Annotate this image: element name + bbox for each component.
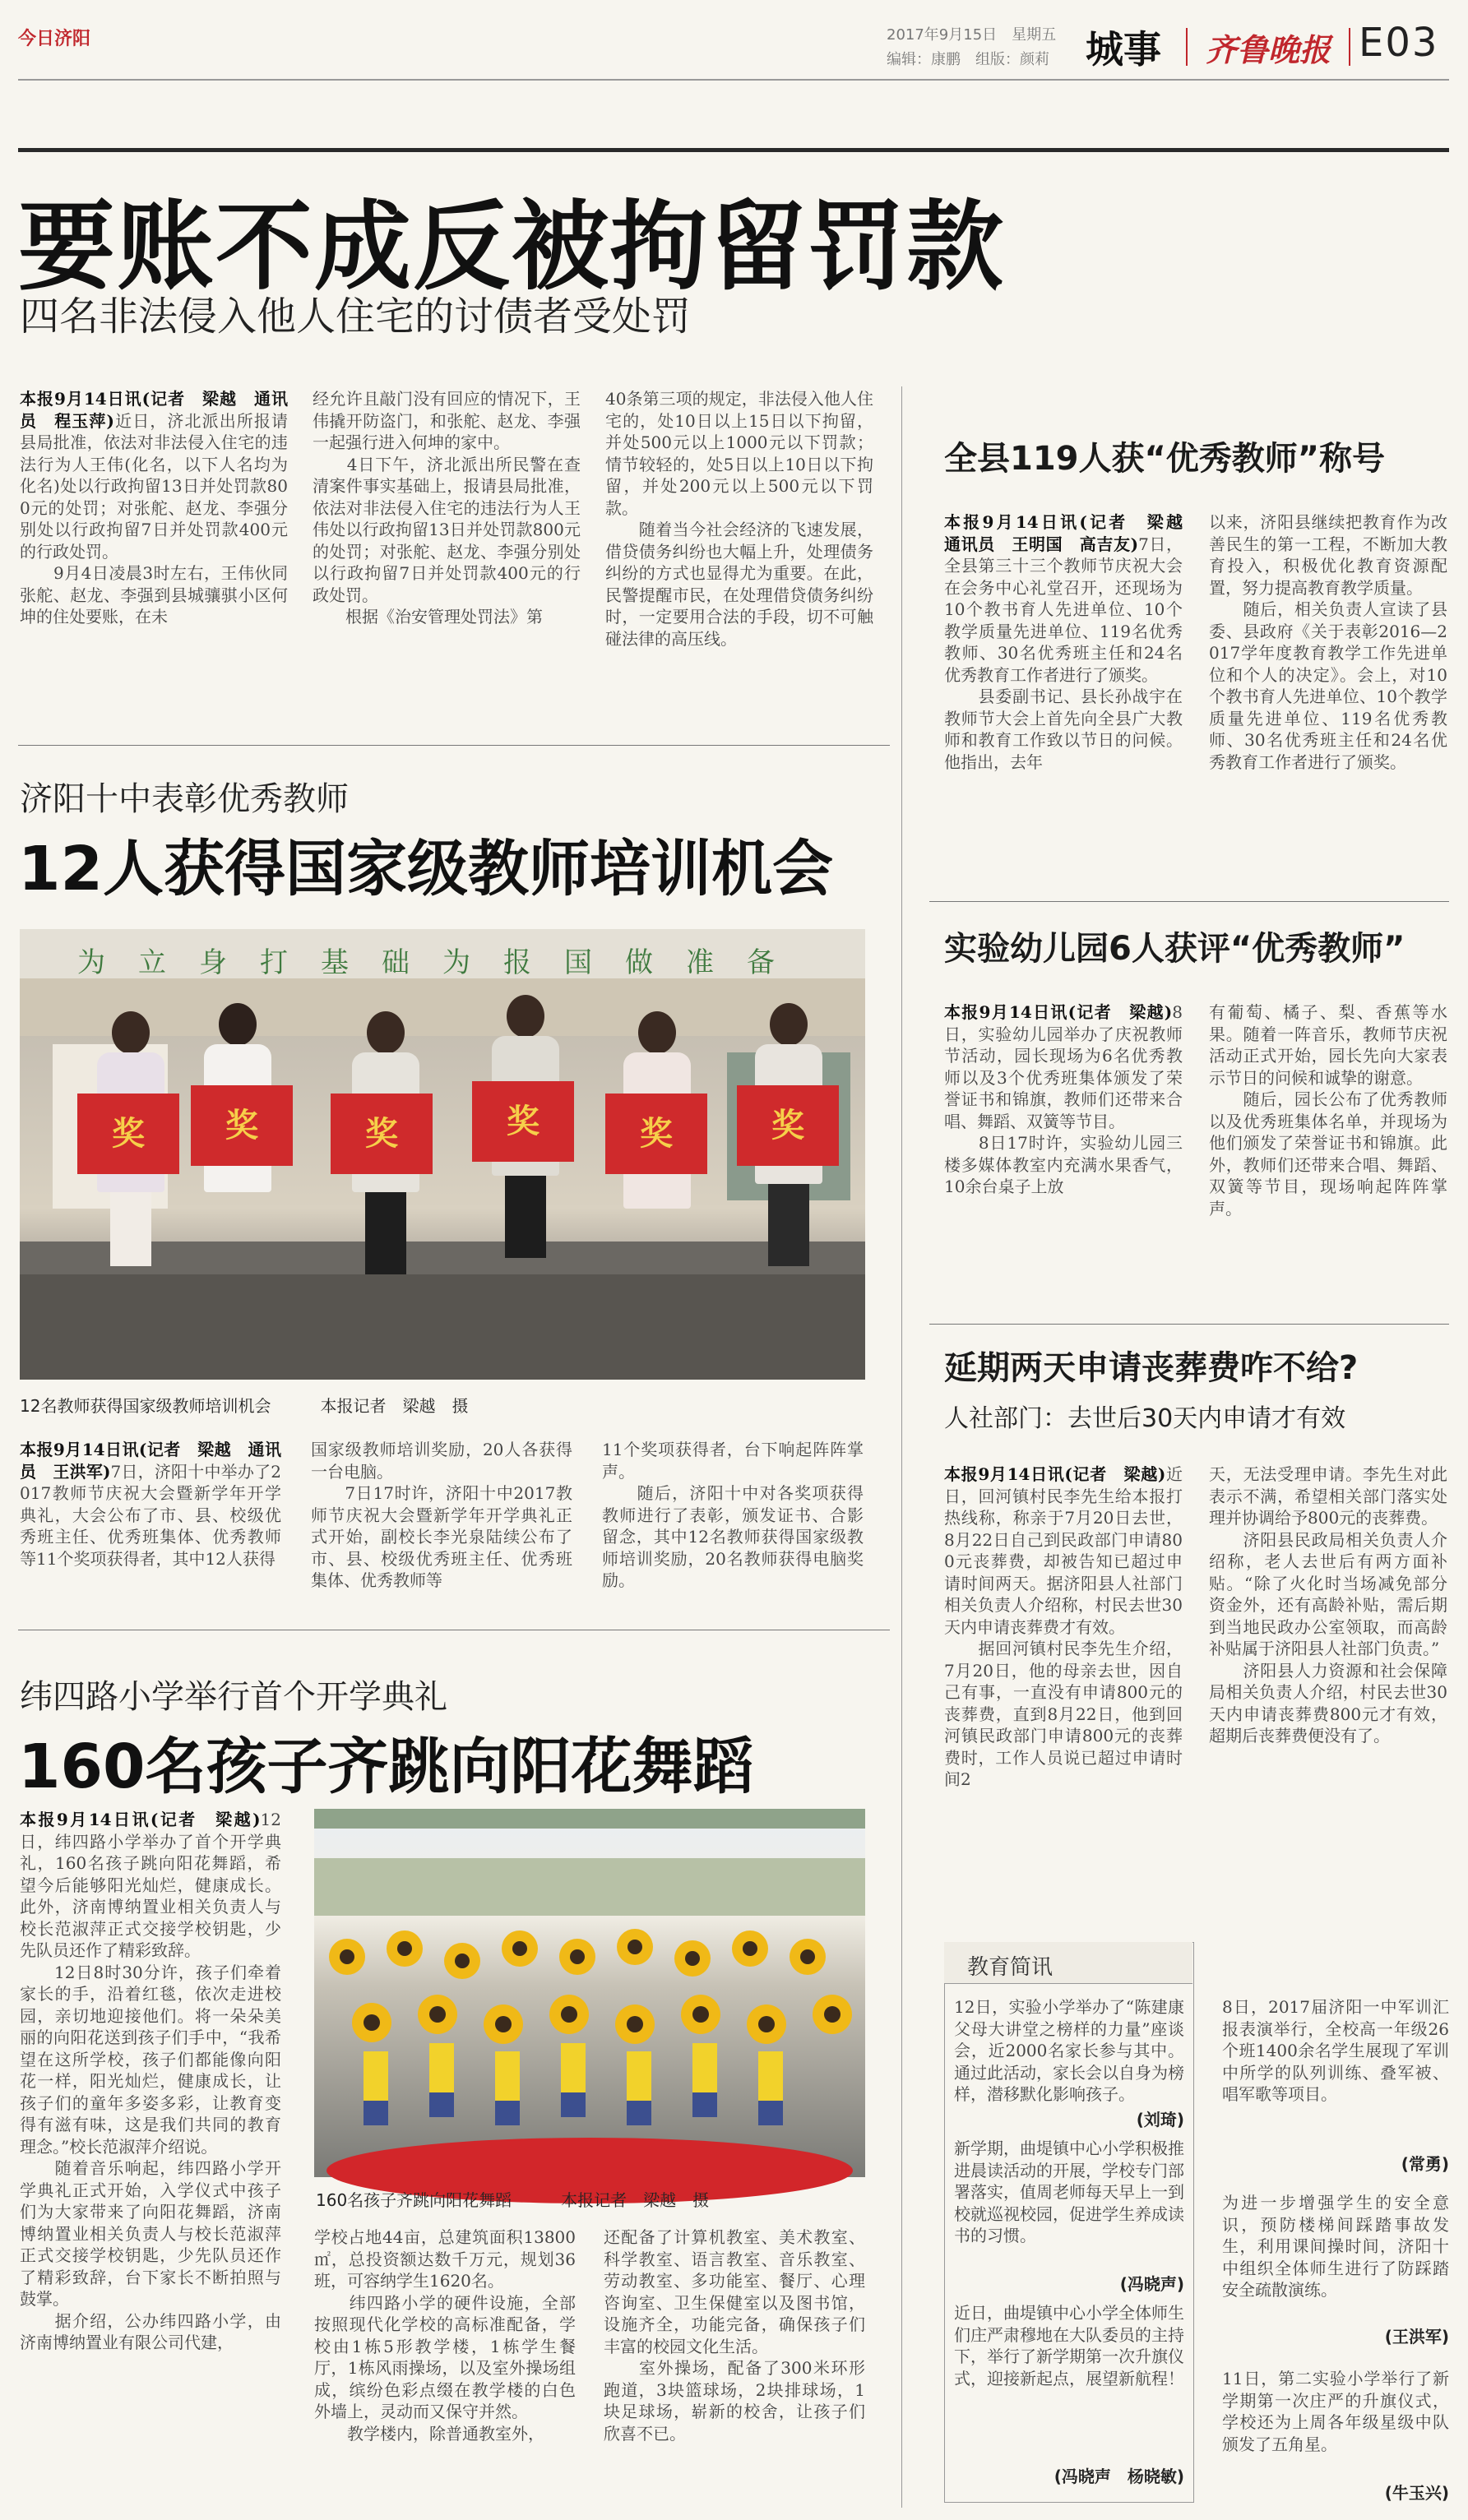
newspaper-logo: 齐鲁晚报 — [1206, 31, 1331, 68]
brief-author: (刘琦) — [1136, 2110, 1184, 2129]
school-photo-caption: 160名孩子齐跳向阳花舞蹈 本报记者 梁越 摄 — [316, 2190, 710, 2210]
school-column-1: 本报9月14日讯(记者 梁越)12日，纬四路小学举办了首个开学典礼，160名孩子跳向阳花舞蹈，希望今后能够阳光灿烂，健康成长。此外，济南博纳置业相关负责人与校长范淑萍正式交接学校钥匙，少先队员还作了精彩致辞。 12日8时30分许，孩子们牵着家长的手，沿着红毯，依次走进校园，亲切地迎接他们。将一朵朵美丽的向阳花送到孩子们手中，“我希望在这所学校，孩子们都能像向阳花一样，阳光灿烂，健康成长，让孩子们的童年多姿多彩，让教育变得有滋有味，这是我们共同的教育理念。”校长范淑萍介绍说。 随着音乐响起，纬四路小学开学典礼正式开始，入学仪式中孩子们为大家带来了向阳花舞蹈，济南博纳置业相关负责人与校长范淑萍正式交接学校钥匙，少先队员还作了精彩致辞，台下家长不断拍照与鼓掌。 据介绍，公办纬四路小学，由济南博纳置业有限公司代建， — [20, 1810, 281, 2352]
county-column-1: 本报9月14日讯(记者 梁越 通讯员 王明国 高吉友)7日，全县第三十三个教师节庆祝大会在会务中心礼堂召开，还现场为10个教书育人先进单位、10个教学质量先进单位、119名优秀教师、30名优秀班主任和24名优秀教育工作者进行了颁奖。 县委副书记、县长孙战宇在教师节大会上首先向全县广大教师和教育工作致以节日的问候。他指出，去年 — [944, 512, 1199, 772]
school-column-3: 还配备了计算机教室、美术教室、科学教室、语言教室、音乐教室、劳动教室、多功能室、餐厅、心理咨询室、卫生保健室以及图书馆，设施齐全，功能完备，确保孩子们丰富的校园文化生活。 室外操场，配备了300米环形跑道，3块篮球场，2块排球场，1块足球场，崭新的校舍，让孩子们欣喜不已。 — [604, 2227, 865, 2444]
brief-author: (王洪军) — [1384, 2327, 1449, 2347]
lead-subhead: 四名非法侵入他人住宅的讨债者受处罚 — [20, 294, 692, 340]
masthead-divider — [1186, 28, 1188, 66]
brief-item: 12日，实验小学举办了“陈建康父母大讲堂之榜样的力量”座谈会，近2000名家长参与其中。通过此活动，家长会以自身为榜样，潜移默化影响孩子。 — [954, 1997, 1184, 2104]
county-bottom-rule — [929, 901, 1449, 902]
lead-column-3: 40条第三项的规定，非法侵入他人住宅的，处10日以上15日以下拘留，并处500元以上1000元以下罚款；情节较轻的，处5日以上10日以下拘留，并处200元以上500元以下罚款。 随着当今社会经济的飞速发展，借贷债务纠纷也大幅上升，处理债务纠纷的方式也显得尤为重要。在此，民警提醒市民，在处理借贷债务纠纷时，一定要用合法的手段，切不可触碰法律的高压线。 — [605, 389, 873, 649]
award-ceremony-photo — [20, 929, 865, 1380]
masthead-rule-red — [18, 148, 1449, 152]
brief-item: 近日，曲堤镇中心小学全体师生们庄严肃穆地在大队委员的主持下，举行了新学期第一次升旗仪式，迎接新起点，展望新航程！ — [954, 2303, 1184, 2388]
briefs-title: 教育简讯 — [967, 1955, 1054, 1980]
section-label: 今日济阳 — [18, 29, 91, 49]
kindergarten-column-1: 本报9月14日讯(记者 梁越)8日，实验幼儿园举办了庆祝教师节活动，园长现场为6名优秀教师以及3个优秀班集体颁发了荣誉证书和锦旗，教师们还带来合唱、舞蹈、双簧等节目。 8日17时许，实验幼儿园三楼多媒体教室内充满水果香气，10余台桌子上放 — [944, 1002, 1183, 1196]
teachers-column-3: 11个奖项获得者，台下响起阵阵掌声。 随后，济阳十中对各奖项获得教师进行了表彰，颁发证书、合影留念，其中12名教师获得国家级教师培训奖励，20名教师获得电脑奖励。 — [602, 1440, 864, 1590]
brief-item: 11日，第二实验小学举行了新学期第一次庄严的升旗仪式，学校还为上周各年级星级中队颁发了五角星。 — [1222, 2369, 1449, 2454]
masthead-divider-2 — [1349, 28, 1350, 66]
brief-author: (冯晓声) — [1119, 2274, 1184, 2294]
brief-author: (牛玉兴) — [1384, 2483, 1449, 2503]
funeral-column-2: 天，无法受理申请。李先生对此表示不满，希望相关部门落实处理并协调给予800元的丧葬费。 济阳县民政局相关负责人介绍称，老人去世后有两方面补贴。“除了火化时当场减免部分资金外，还有高龄补贴，需后期到当地民政办公室领取，而高龄补贴属于济阳县人社部门负责。” 济阳县人力资源和社会保障局相关负责人介绍，村民去世30天内申请丧葬费800元才有效，超期后丧葬费便没有了。 — [1209, 1464, 1447, 1746]
kindergarten-headline: 实验幼儿园6人获评“优秀教师” — [944, 930, 1405, 968]
teachers-headline: 12人获得国家级教师培训机会 — [18, 834, 833, 904]
lead-column-1: 本报9月14日讯(记者 梁越 通讯员 程玉萍)近日，济北派出所报请县局批准，依法对非法侵入住宅的违法行为人王伟(化名，以下人名均为化名)处以行政拘留13日并处罚款800元的处罚；对张舵、赵龙、李强分别处以行政拘留7日并处罚款400元的行政处罚。 9月4日凌晨3时左右，王伟伙同张舵、赵龙、李强到县城骧骐小区何坤的住处要账，在未 — [20, 389, 289, 627]
page-number: E03 — [1359, 20, 1439, 66]
dance-performance-photo — [314, 1809, 865, 2177]
lead-headline: 要账不成反被拘留罚款 — [18, 190, 1006, 303]
school-kicker: 纬四路小学举行首个开学典礼 — [20, 1678, 447, 1716]
award-certificate: 奖 — [472, 1081, 574, 1162]
section-title: 城事 — [1086, 27, 1161, 72]
funeral-subhead: 人社部门：去世后30天内申请才有效 — [944, 1404, 1346, 1433]
brief-item: 为进一步增强学生的安全意识，预防楼梯间踩踏事故发生，利用课间操时间，济阳十中组织全体师生进行了防踩踏安全疏散演练。 — [1222, 2193, 1449, 2300]
school-headline: 160名孩子齐跳向阳花舞蹈 — [18, 1732, 754, 1802]
kindergarten-bottom-rule — [929, 1324, 1449, 1325]
teachers-column-2: 国家级教师培训奖励，20人各获得一台电脑。 7日17时许，济阳十中2017教师节庆祝大会暨新学年开学典礼正式开始，副校长李光泉陆续公布了市、县、校级优秀班主任、优秀班集体、优秀教师等 — [311, 1440, 572, 1590]
funeral-column-1: 本报9月14日讯(记者 梁越)近日，回河镇村民李先生给本报打热线称，称亲于7月20日去世，8月22日自己到民政部门申请800元丧葬费，却被告知已超过申请时间两天。据济阳县人社部门相关负责人介绍称，村民去世30天内申请丧葬费才有效。 据回河镇村民李先生介绍，7月20日，他的母亲去世，因自己有事，一直没有申请800元的丧葬费，直到8月22日，他到回河镇民政部门申请800元的丧葬费时，工作人员说已超过申请时间2 — [944, 1464, 1183, 1789]
masthead-rule — [18, 79, 1449, 81]
teachers-photo-caption: 12名教师获得国家级教师培训机会 本报记者 梁越 摄 — [20, 1396, 469, 1416]
teachers-column-1: 本报9月14日讯(记者 梁越 通讯员 王洪军)7日，济阳十中举办了2017教师节庆祝大会暨新学年开学典礼，大会公布了市、县、校级优秀班主任、优秀班集体、优秀教师等11个奖项获得者，其中12人获得 — [20, 1440, 282, 1569]
county-headline: 全县119人获“优秀教师”称号 — [944, 440, 1386, 478]
issue-date: 2017年9月15日 星期五 — [887, 26, 1057, 44]
photo-banner-text: 为立身打基础为报国做准备 — [77, 946, 808, 979]
kindergarten-column-2: 有葡萄、橘子、梨、香蕉等水果。随着一阵音乐，教师节庆祝活动正式开始，园长先向大家表示节日的问候和诚挚的谢意。 随后，园长公布了优秀教师以及优秀班集体名单，并现场为他们颁发了荣誉证书和锦旗。此外，教师们还带来合唱、舞蹈、双簧等节目，现场响起阵阵掌声。 — [1209, 1002, 1447, 1218]
award-certificate: 奖 — [77, 1094, 179, 1174]
brief-author: (冯晓声 杨晓敏) — [1054, 2467, 1184, 2486]
award-certificate: 奖 — [737, 1085, 839, 1166]
teachers-kicker: 济阳十中表彰优秀教师 — [20, 780, 349, 818]
editor-credit: 编辑：康鹏 组版：颜莉 — [887, 51, 1049, 68]
brief-author: (常勇) — [1401, 2154, 1449, 2174]
funeral-headline: 延期两天申请丧葬费咋不给? — [944, 1349, 1359, 1387]
award-certificate: 奖 — [331, 1094, 433, 1174]
lead-bottom-rule — [18, 745, 890, 746]
award-certificate: 奖 — [191, 1085, 293, 1166]
county-column-2: 以来，济阳县继续把教育作为改善民生的第一工程，不断加大教育投入，积极优化教育资源配置，努力提高教育教学质量。 随后，相关负责人宣读了县委、县政府《关于表彰2016—2017学年度教育教学工作先进单位和个人的决定》。会上，对10个教书育人先进单位、10个教学质量先进单位、119名优秀教师、30名优秀班主任和24名优秀教育工作者进行了颁奖。 — [1209, 512, 1447, 772]
brief-item: 新学期，曲堤镇中心小学积极推进晨读活动的开展，学校专门部署落实，值周老师每天早上一到校就巡视校园，促进学生养成读书的习惯。 — [954, 2139, 1184, 2245]
award-certificate: 奖 — [605, 1094, 707, 1174]
rail-divider — [901, 386, 902, 2508]
lead-column-2: 经允许且敲门没有回应的情况下，王伟撬开防盗门，和张舵、赵龙、李强一起强行进入何坤的家中。 4日下午，济北派出所民警在查清案件事实基础上，报请县局批准，依法对非法侵入住宅的违法行为人王伟处以行政拘留13日并处罚款800元的处罚；对张舵、赵龙、李强分别处以行政拘留7日并处罚款400元的行政处罚。 根据《治安管理处罚法》第 — [313, 389, 581, 627]
brief-item: 8日，2017届济阳一中军训汇报表演举行，全校高一年级26个班1400余名学生展现了军训中所学的队列训练、叠军被、唱军歌等项目。 — [1222, 1997, 1449, 2104]
school-column-2: 学校占地44亩，总建筑面积13800㎡，总投资额达数千万元，规划36班，可容纳学生1620名。 纬四路小学的硬件设施，全部按照现代化学校的高标准配备，学校由1栋5形教学楼，1栋学生餐厅，1栋风雨操场，以及室外操场组成，缤纷色彩点缀在教学楼的白色外墙上，灵动而又保守并然。 教学楼内，除普通教室外， — [314, 2227, 576, 2444]
